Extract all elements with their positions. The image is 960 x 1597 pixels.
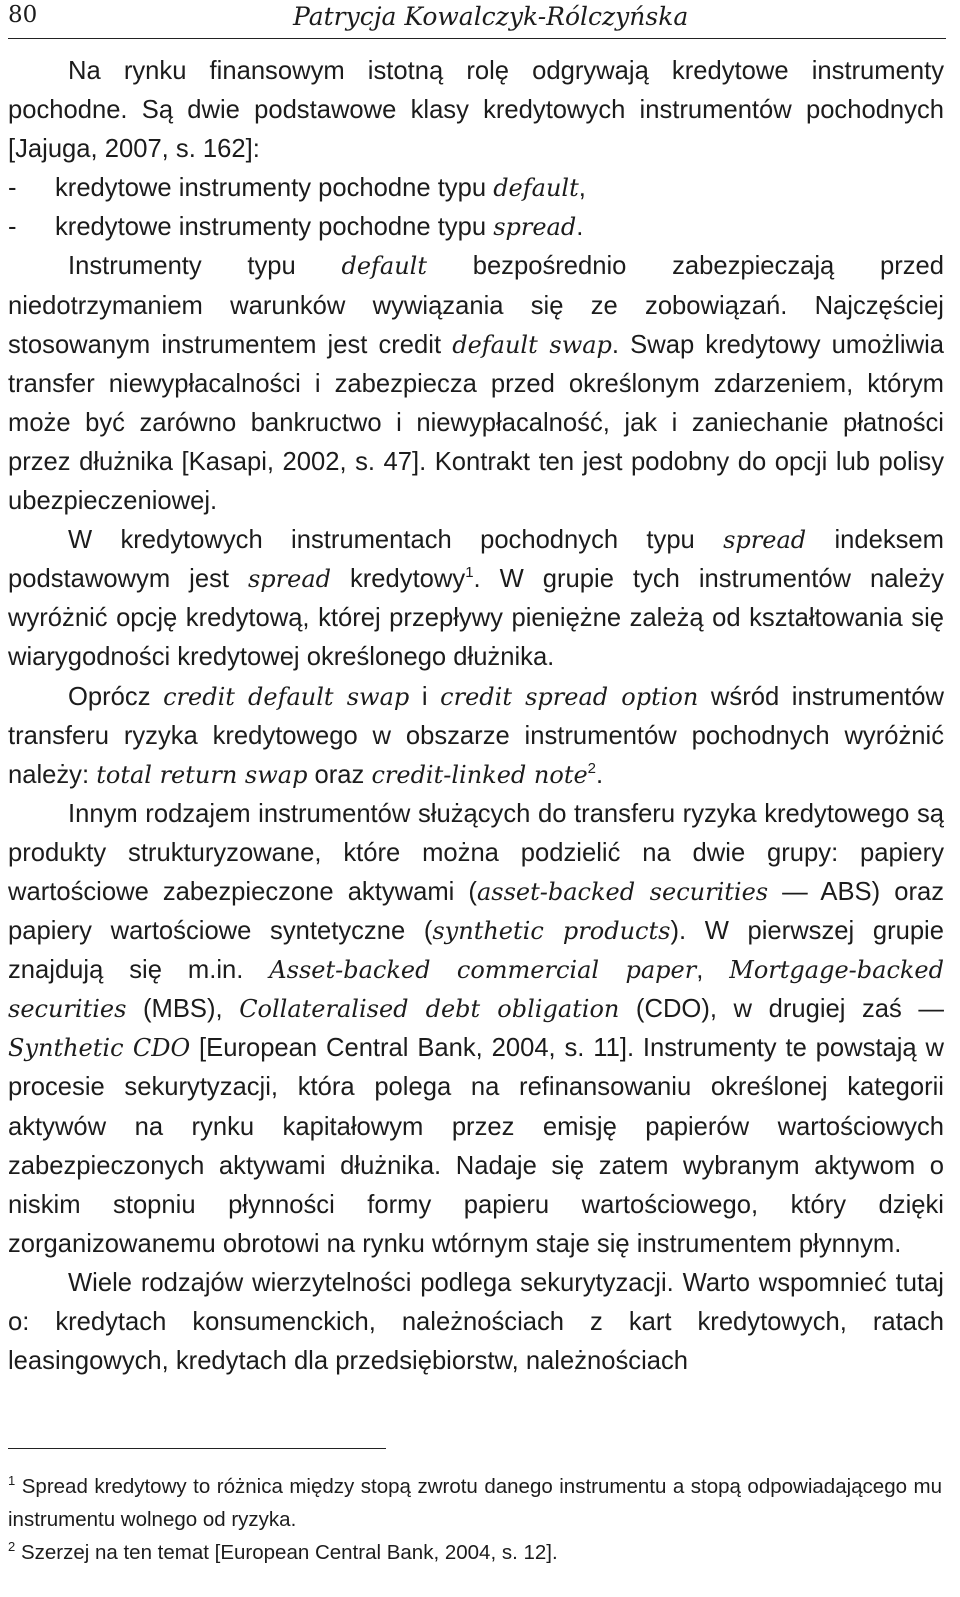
page-number: 80 [8, 2, 38, 28]
instrument-classes-list [8, 169, 944, 247]
term-italic: Synthetic CDO [8, 1034, 191, 1063]
main-text [8, 52, 944, 1381]
paragraph-spread-instruments: W kredytowych instrumentach pochodnych typu spread indeksem podstawowym jest spread kredytowy$^1$. W grupie tych instrumentów należy wyróżnić opcję kredytową, której przepływy pieniężne zależą od kształtowania się wiarygodności kredytowej określonego dłużnika. [8, 526, 944, 672]
term-italic: default [493, 174, 579, 203]
footnote-ref[interactable]: 2 [587, 759, 597, 777]
list-item: - kredytowe instrumenty pochodne typu spread. [8, 208, 944, 247]
list-dash: - [8, 213, 17, 242]
paragraph-default-instruments: Instrumenty typu default bezpośrednio zabezpieczają przed niedotrzymaniem warunków wywiązania się ze zobowiązań. Najczęściej stosowanym instrumentem jest credit default swap. Swap kredytowy umożliwia transfer niewypłacalności i zabezpiecza przed określonym zdarzeniem, którym może być zarówno bankructwo i niewypłacalność, jak i zaniechanie płatności przez dłużnika [Kasapi, 2002, s. 47]. Kontrakt ten jest podobny do opcji lub polisy ubezpieczeniowej. [8, 252, 944, 516]
paragraph-structured-products: Innym rodzajem instrumentów służących do transferu ryzyka kredytowego są produkty strukturyzowane, które można podzielić na dwie grupy: papiery wartościowe zabezpieczone aktywami (asset-backed securities — ABS) oraz papiery wartościowe syntetyczne (synthetic products). W pierwszej grupie znajdują się m.in. Asset-backed commercial paper, Mortgage-backed securities (MBS), Collateralised debt obligation (CDO), w drugiej zaś — Synthetic CDO [European Central Bank, 2004, s. 11]. Instrumenty te powstają w procesie sekurytyzacji, która polega na refinansowaniu określonej kategorii aktywów na rynku kapitałowym przez emisję papierów wartościowych zabezpieczonych aktywami dłużnika. Nadaje się zatem wybranym aktywom o niskim stopniu płynności formy papieru wartościowego, który dzięki zorganizowanemu obrotowi na rynku wtórnym staje się instrumentem płynnym. [8, 799, 945, 1258]
term-italic: spread [247, 565, 331, 594]
paragraph-securitization: Wiele rodzajów wierzytelności podlega sekurytyzacji. Warto wspomnieć tutaj o: kredytach konsumenckich, należnościach z kart kredytowych, ratach leasingowych, kredytach dla przedsiębiorstw, należnościach [8, 1268, 944, 1376]
term-italic: default [341, 252, 428, 281]
running-header [8, 0, 946, 39]
term-italic: default swap [452, 330, 612, 359]
term-italic: Asset-backed commercial paper [269, 956, 697, 985]
term-italic: Collateralised debt obligation [239, 995, 620, 1024]
footnote-number: 2 [8, 1539, 16, 1554]
term-italic: spread [723, 526, 807, 555]
term-italic: credit-linked note [371, 760, 588, 789]
term-italic: spread [493, 213, 577, 242]
term-italic: credit default swap [163, 682, 410, 711]
term-italic: credit spread option [440, 682, 699, 711]
footnote: $^1$ Spread kredytowy to różnica między stopą zwrotu danego instrumentu a stopą odpowiadającego mu instrumentu wolnego od ryzyka. [8, 1473, 942, 1531]
list-item: - kredytowe instrumenty pochodne typu default, [8, 169, 944, 208]
term-italic: asset-backed securities [476, 877, 769, 906]
footnotes [8, 1470, 942, 1569]
footnote-number: 1 [8, 1473, 16, 1488]
term-italic: synthetic products [432, 917, 671, 946]
term-italic: total return swap [96, 760, 308, 789]
paragraph-other-instruments: Oprócz credit default swap i credit spread option wśród instrumentów transferu ryzyka kredytowego w obszarze instrumentów pochodnych wyróżnić należy: total return swap oraz credit-linked note$^2$. [8, 682, 945, 789]
term-italic: Mortgage-backed securities [8, 956, 944, 1024]
paragraph-intro: Na rynku finansowym istotną rolę odgrywają kredytowe instrumenty pochodne. Są dwie podstawowe klasy kredytowych instrumentów pochodnych [Jajuga, 2007, s. 162]: [8, 57, 944, 164]
running-header-author: Patrycja Kowalczyk-Rólczyńska [293, 2, 689, 31]
list-dash: - [8, 174, 17, 203]
footnote-ref[interactable]: 1 [465, 564, 474, 582]
footnote: $^2$ Szerzej na ten temat [European Central Bank, 2004, s. 12]. [8, 1539, 558, 1564]
footnote-divider [8, 1448, 386, 1449]
